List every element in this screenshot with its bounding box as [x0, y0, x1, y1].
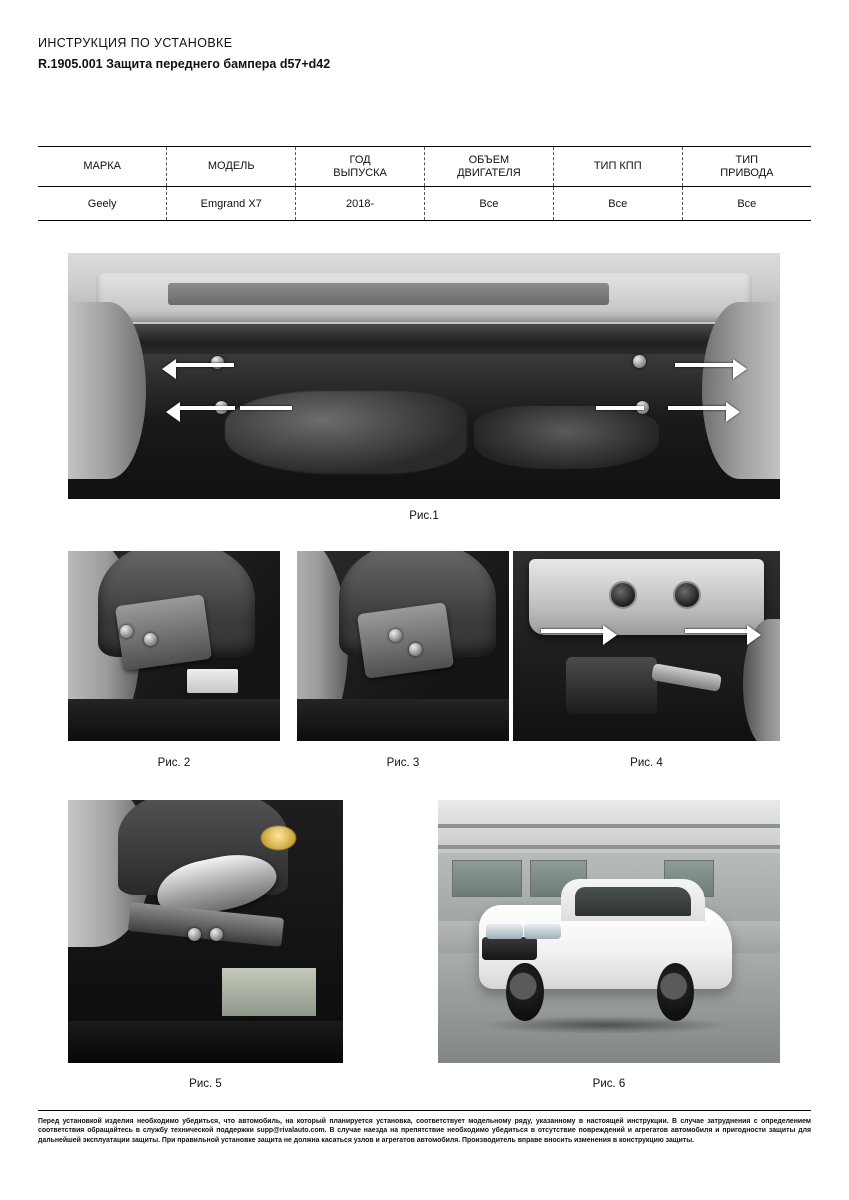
figure-2-caption: Рис. 2 [157, 757, 191, 769]
cell-drive-type: Все [682, 187, 811, 221]
column-header-transmission-line1: ТИП КПП [593, 160, 642, 172]
figure-6-caption: Рис. 6 [592, 1078, 626, 1090]
column-header-drive-line1: ТИП [735, 153, 759, 166]
car-windows [575, 887, 691, 916]
mount-bolt [210, 928, 223, 941]
vin-label [187, 669, 238, 694]
column-header-drive-line2: ПРИВОДА [720, 166, 774, 179]
cell-year: 2018- [296, 187, 425, 221]
pointer-arrow-right-lower [668, 406, 726, 410]
cell-engine-volume: Все [424, 187, 553, 221]
cell-transmission: Все [553, 187, 682, 221]
cell-model: Emgrand X7 [167, 187, 296, 221]
figure-3-scene [297, 551, 509, 741]
column-header-engine-line2: ДВИГАТЕЛЯ [457, 166, 521, 179]
workshop-window [222, 968, 316, 1015]
figure-3-image [297, 551, 509, 741]
left-tire [68, 302, 146, 479]
figure-2-image [68, 551, 280, 741]
column-header-brand [38, 147, 167, 187]
pointer-arrow-right [685, 629, 747, 633]
mount-bolt [120, 625, 133, 638]
column-header-year-line1: ГОД [349, 153, 371, 166]
product-subtitle: R.1905.001 Защита переднего бампера d57+d42 [38, 57, 331, 71]
figure-4-caption: Рис. 4 [630, 757, 663, 769]
front-grille [482, 937, 537, 961]
column-header-engine-line1: ОБЪЕМ [468, 153, 510, 166]
column-header-engine-volume [424, 147, 553, 187]
front-wheel [506, 963, 544, 1021]
rear-wheel [657, 963, 695, 1021]
figure-4-image [513, 551, 780, 741]
column-header-transmission [553, 147, 682, 187]
ceiling-beam [438, 845, 780, 849]
floor-area [297, 699, 509, 741]
mounting-bracket [357, 602, 454, 678]
right-tire [702, 302, 780, 479]
figure-6-scene [438, 800, 780, 1063]
bumper-beam [82, 324, 766, 356]
pointer-arrow-left-upper [176, 363, 234, 367]
oil-pan [474, 406, 659, 470]
figure-3-caption: Рис. 3 [386, 757, 420, 769]
headlight [524, 924, 562, 940]
column-header-brand-line1: МАРКА [83, 160, 121, 172]
table-row [38, 187, 811, 221]
headlight [486, 924, 524, 940]
figure-5-caption: Рис. 5 [189, 1078, 222, 1090]
vehicle-spec-table [38, 146, 811, 221]
figure-2-scene [68, 551, 280, 741]
footer-warning-text: Перед установкой изделия необходимо убедиться, что автомобиль, на который планируется установка, соответствует модельному ряду, указанному в настоящей инструкции. В случае затруднения с определением соответствия обращайтесь в службу технической поддержки supp@rivalauto.com. В случае наезда на препятствие необходимо убедиться в отсутствие повреждений и агрегатов автомобиля и пригодности защиты для дальнейшей эксплуатации защиты. При правильной установке защита не должна касаться узлов и агрегатов автомобиля. Производитель вправе вносить изменения в конструкцию защиты. [38, 1118, 811, 1144]
column-header-model-line1: МОДЕЛЬ [207, 160, 255, 172]
figure-1-image [68, 253, 780, 499]
pointer-arrow-left [541, 629, 603, 633]
pointer-arrow-left-lower [180, 406, 235, 410]
document-header [38, 36, 638, 71]
figure-1-caption: Рис.1 [409, 510, 439, 522]
skid-plate [529, 559, 764, 635]
figure-5-image [68, 800, 343, 1063]
footer-note [38, 1110, 811, 1145]
mount-bolt [409, 643, 422, 656]
mount-bolt [389, 629, 402, 642]
ceiling-beam [438, 824, 780, 828]
table-header-row [38, 147, 811, 187]
column-header-year-line2: ВЫПУСКА [333, 166, 387, 179]
figure-6-image [438, 800, 780, 1063]
figure-1-scene [68, 253, 780, 499]
oil-pan [566, 657, 657, 714]
engine-block [225, 391, 467, 475]
mount-bolt [633, 355, 646, 368]
ceiling-lamp [261, 826, 297, 850]
radiator-grille [168, 283, 609, 305]
mount-bolt [144, 633, 157, 646]
floor-area [68, 1021, 343, 1063]
figure-5-scene [68, 800, 343, 1063]
page-title: ИНСТРУКЦИЯ ПО УСТАНОВКЕ [38, 36, 233, 50]
cell-brand: Geely [38, 187, 167, 221]
pointer-line-center-left [240, 406, 292, 410]
pointer-arrow-right-upper [675, 363, 733, 367]
figure-4-scene [513, 551, 780, 741]
window-pane [452, 860, 522, 896]
mount-bolt [188, 928, 201, 941]
column-header-model [167, 147, 296, 187]
column-header-year [296, 147, 425, 187]
floor-area [68, 699, 280, 741]
column-header-drive-type [682, 147, 811, 187]
pointer-line-center-right [596, 406, 644, 410]
